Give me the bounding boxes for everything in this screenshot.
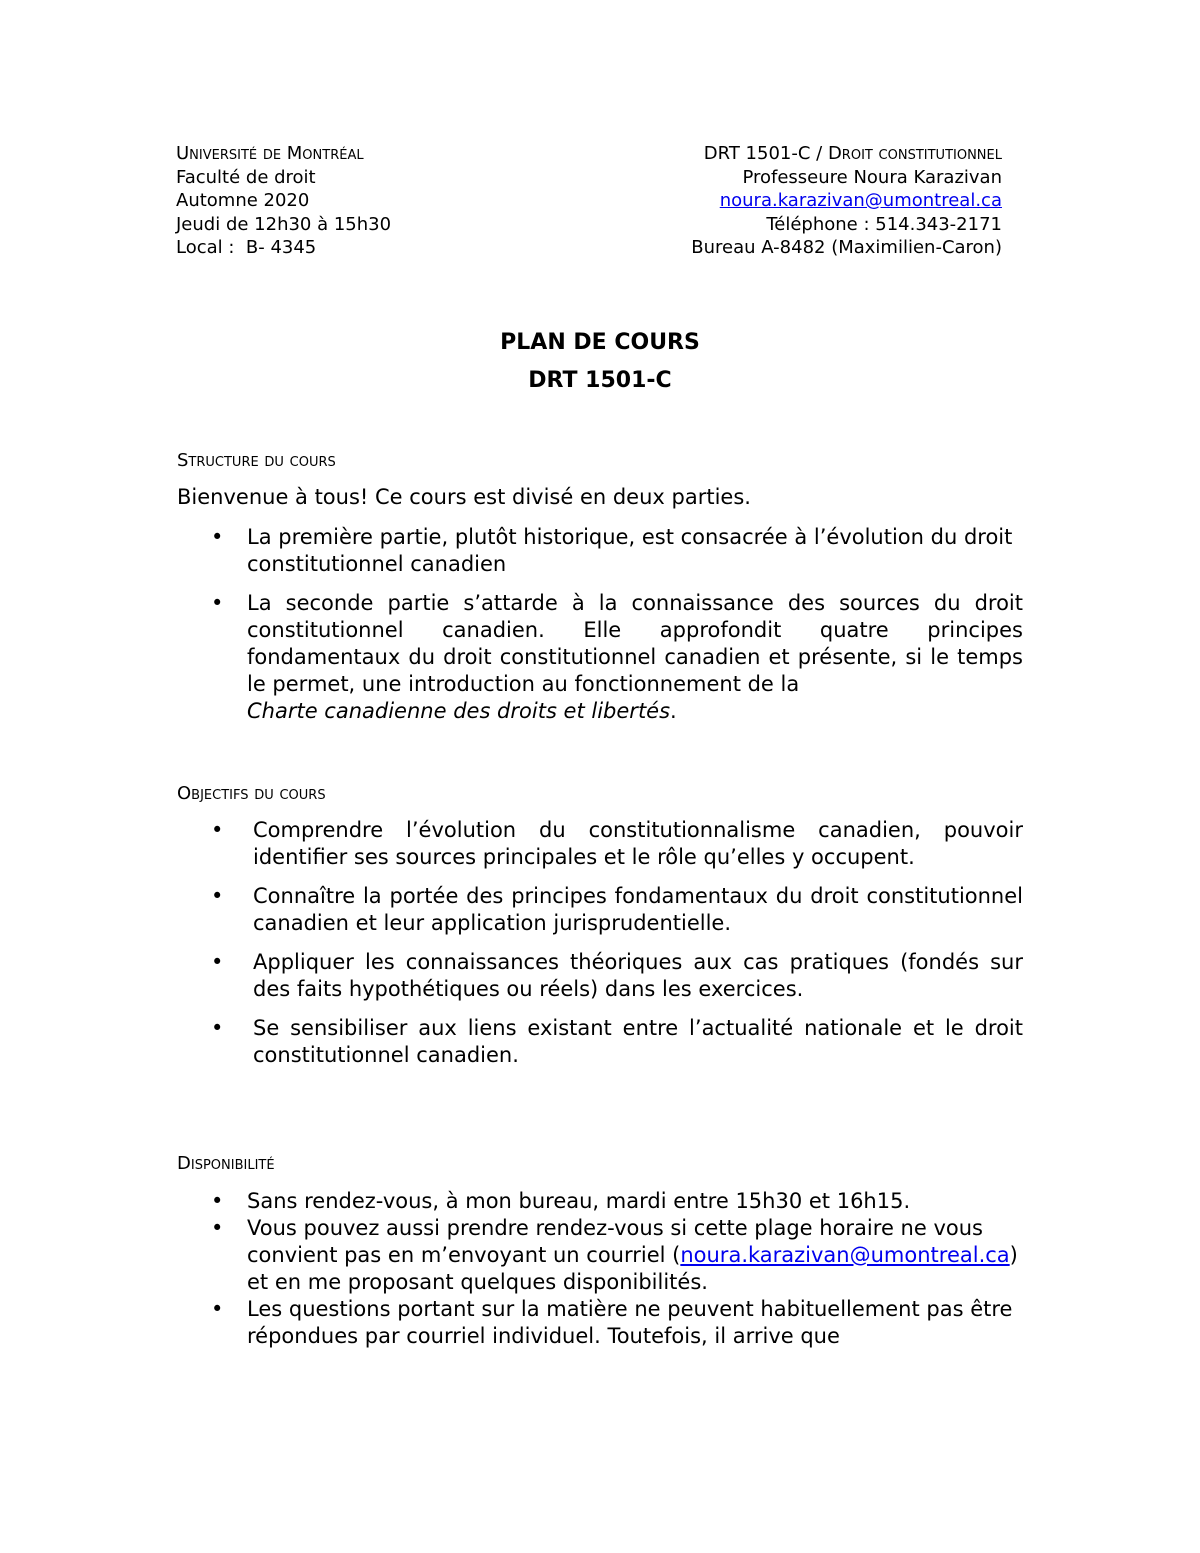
bullet-icon: • (211, 591, 224, 615)
bullet-icon: • (211, 950, 224, 974)
title-line-2: DRT 1501-C (528, 368, 672, 393)
section-heading-structure: Structure du cours (177, 450, 336, 471)
course-name: Droit constitutionnel (827, 143, 1002, 164)
course-code-line (691, 142, 1002, 166)
list-item-text-before: Vous pouvez aussi prendre rendez-vous si cette plage horaire ne vous convient pas en m’envoyant un courriel ( (247, 1216, 983, 1267)
list-item-text: Appliquer les connaissances théoriques aux cas pratiques (fondés sur des faits hypothétiques ou réels) dans les exercices. (253, 950, 1023, 1001)
list-item (211, 883, 1023, 937)
structure-list (211, 524, 1023, 737)
list-item-text: La seconde partie s’attarde à la connaissance des sources du droit constitutionnel canadien. Elle approfondit quatre principes fondamentaux du droit constitutionnel canadien et présente, si le temps le permet, une introduction au fonctionnement de la (247, 591, 1023, 696)
disponibilite-list (211, 1188, 1023, 1350)
professor-email-line (691, 189, 1002, 213)
faculty-name: Faculté de droit (176, 166, 316, 188)
professor-office: Bureau A-8482 (Maximilien-Caron) (691, 237, 1002, 258)
charter-title: Charte canadienne des droits et libertés (247, 699, 671, 723)
document-title (0, 329, 1200, 405)
term: Automne 2020 (176, 190, 310, 211)
list-item-text: Connaître la portée des principes fondamentaux du droit constitutionnel canadien et leur application jurisprudentielle. (253, 884, 1023, 935)
header-right (691, 142, 1002, 260)
list-item-text: La première partie, plutôt historique, est consacrée à l’évolution du droit constitutionnel canadien (247, 525, 1013, 576)
professor-name: Professeure Noura Karazivan (742, 166, 1002, 188)
bullet-icon: • (211, 1216, 224, 1240)
section-heading-disponibilite: Disponibilité (177, 1153, 275, 1174)
room: Local : B- 4345 (176, 237, 317, 258)
list-item (211, 1296, 1023, 1350)
list-item (211, 949, 1023, 1003)
schedule: Jeudi de 12h30 à 15h30 (176, 213, 392, 235)
list-item-text: Les questions portant sur la matière ne peuvent habituellement pas être répondues par courriel individuel. Toutefois, il arrive que (247, 1297, 1013, 1348)
course-code: DRT 1501-C / (703, 143, 828, 164)
bullet-icon: • (211, 1189, 224, 1213)
title-line-1: PLAN DE COURS (500, 330, 700, 355)
structure-intro: Bienvenue à tous! Ce cours est divisé en deux parties. (177, 485, 751, 509)
bullet-icon: • (211, 884, 224, 908)
contact-email-link[interactable]: noura.karazivan@umontreal.ca (680, 1243, 1010, 1267)
list-item (211, 817, 1023, 871)
list-item-text: Comprendre l’évolution du constitutionnalisme canadien, pouvoir identifier ses sources principales et le rôle qu’elles y occupent. (253, 818, 1023, 869)
list-item (211, 590, 1023, 725)
list-item (211, 1215, 1023, 1296)
list-item (211, 1188, 1023, 1215)
professor-email-link[interactable]: noura.karazivan@umontreal.ca (719, 190, 1002, 211)
bullet-icon: • (211, 1297, 224, 1321)
bullet-icon: • (211, 1016, 224, 1040)
list-item-text-after: ) et en me proposant quelques disponibilités. (247, 1243, 1018, 1294)
header-left (176, 142, 391, 260)
list-item (211, 524, 1023, 578)
bullet-icon: • (211, 818, 224, 842)
charter-line (247, 698, 1023, 725)
list-item-text: Sans rendez-vous, à mon bureau, mardi entre 15h30 et 16h15. (247, 1189, 911, 1213)
objectifs-list (211, 817, 1023, 1081)
section-heading-objectifs: Objectifs du cours (177, 783, 326, 804)
university-name: Université de Montréal (176, 143, 364, 164)
professor-phone: Téléphone : 514.343-2171 (766, 213, 1002, 235)
charter-end: . (670, 699, 677, 723)
bullet-icon: • (211, 525, 224, 549)
list-item-text: Se sensibiliser aux liens existant entre l’actualité nationale et le droit constitutionnel canadien. (253, 1016, 1023, 1067)
list-item (211, 1015, 1023, 1069)
